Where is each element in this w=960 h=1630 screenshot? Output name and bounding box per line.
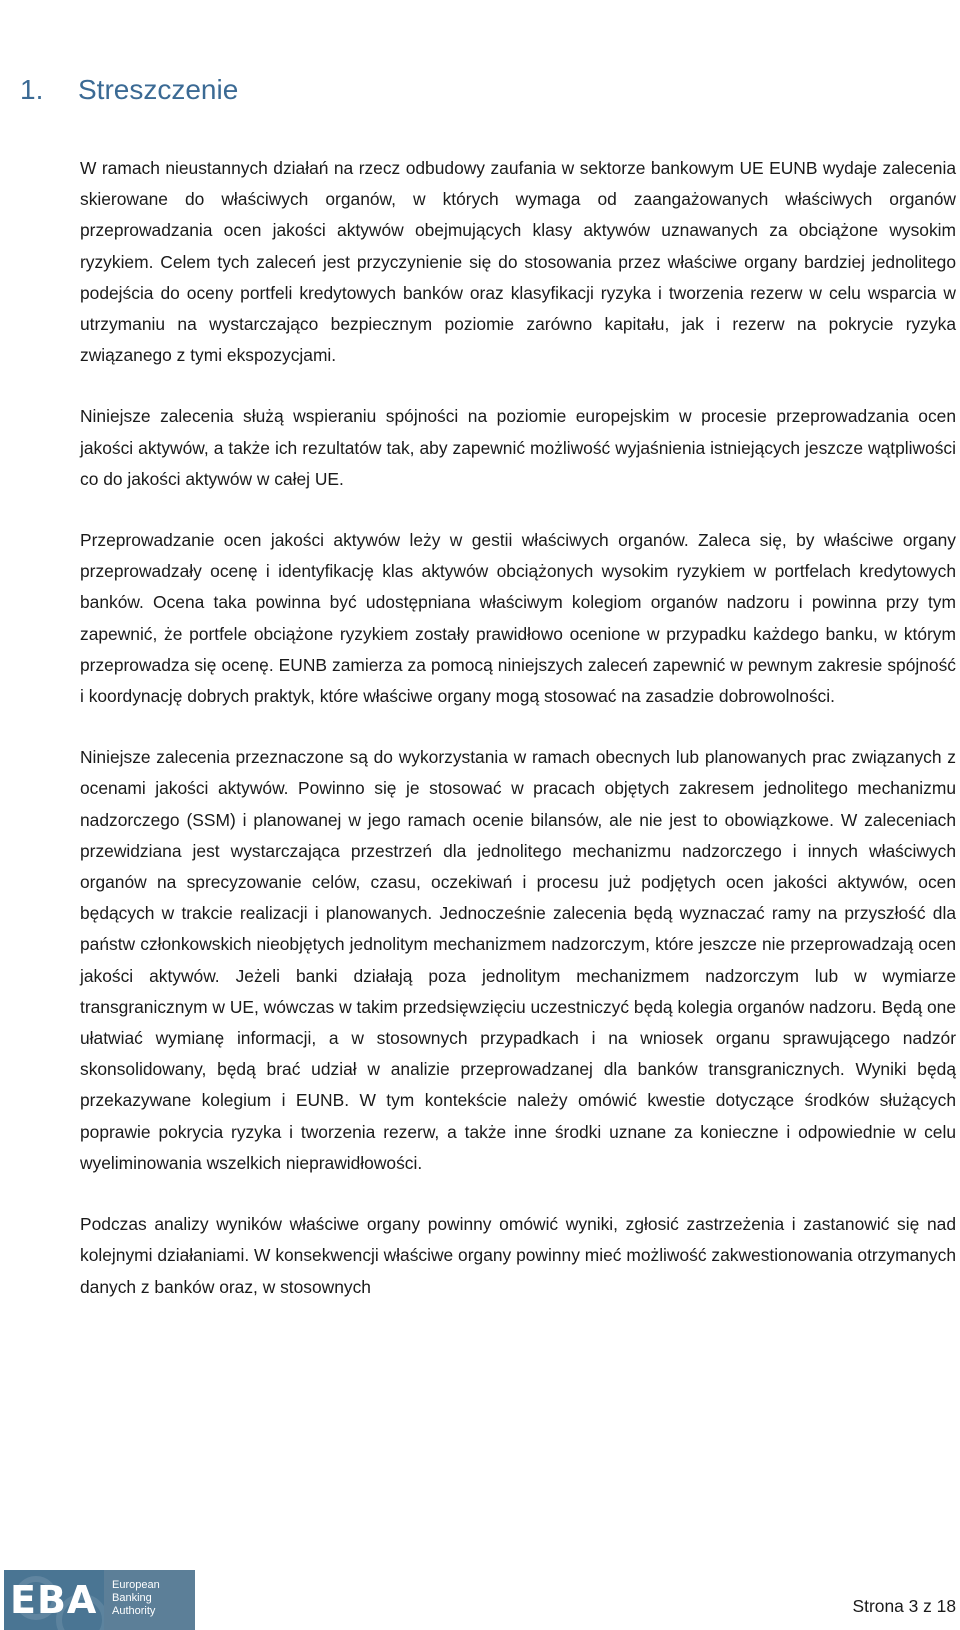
- logo-word-authority: Authority: [112, 1605, 156, 1617]
- paragraph-2: Niniejsze zalecenia służą wspieraniu spójności na poziomie europejskim w procesie przeprowadzania ocen jakości aktywów, a także ich rezultatów tak, aby zapewnić możliwość wyjaśnienia istniejących jeszcze wątpliwości co do jakości aktywów w całej UE.: [80, 406, 956, 489]
- logo-wordmark: [104, 1570, 195, 1630]
- section-number: 1.: [20, 74, 44, 105]
- page-footer: [0, 1560, 960, 1629]
- logo-word-european: European: [112, 1579, 160, 1591]
- logo-letters: EBA: [10, 1578, 98, 1622]
- section-title: Streszczenie: [78, 74, 239, 105]
- paragraph-5: Podczas analizy wyników właściwe organy powinny omówić wyniki, zgłosić zastrzeżenia i zastanowić się nad kolejnymi działaniami. W konsekwencji właściwe organy powinny mieć możliwość zakwestionowania otrzymanych danych z banków oraz, w stosownych: [80, 1214, 956, 1297]
- paragraph-1: W ramach nieustannych działań na rzecz odbudowy zaufania w sektorze bankowym UE EUNB wydaje zalecenia skierowane do właściwych organów, w których wymaga od zaangażowanych właściwych organów przeprowadzania ocen jakości aktywów obejmujących klasy aktywów uznawanych za obciążone wysokim ryzykiem. Celem tych zaleceń jest przyczynienie się do stosowania przez właściwe organy bardziej jednolitego podejścia do oceny portfeli kredytowych banków oraz klasyfikacji ryzyka i tworzenia rezerw w celu wsparcia w utrzymaniu na wystarczająco bezpiecznym poziomie zarówno kapitału, jak i rezerw na pokrycie ryzyka związanego z tymi ekspozycjami.: [80, 158, 956, 366]
- logo-word-banking: Banking: [112, 1592, 152, 1604]
- document-body: [80, 153, 956, 1333]
- logo-mark: [4, 1570, 104, 1630]
- paragraph-4: Niniejsze zalecenia przeznaczone są do wykorzystania w ramach obecnych lub planowanych prac związanych z ocenami jakości aktywów. Powinno się je stosować w pracach objętych zakresem jednolitego mechanizmu nadzorczego (SSM) i planowanej w jego ramach ocenie bilansów, ale nie jest to obowiązkowe. W zaleceniach przewidziana jest wystarczająca przestrzeń dla jednolitego mechanizmu nadzorczego i innych właściwych organów na sprecyzowanie celów, czasu, oczekiwań i procesu już podjętych ocen jakości aktywów, ocen będących w trakcie realizacji i planowanych. Jednocześnie zalecenia będą wyznaczać ramy na przyszłość dla państw członkowskich nieobjętych jednolitym mechanizmem nadzorczym, które jeszcze nie przeprowadzają ocen jakości aktywów. Jeżeli banki działają poza jednolitym mechanizmem nadzorczym lub w wymiarze transgranicznym w UE, wówczas w takim przedsięwzięciu uczestniczyć będą kolegia organów nadzoru. Będą one ułatwiać wymianę informacji, a w stosownych przypadkach i na wniosek organu sprawującego nadzór skonsolidowany, będą brać udział w analizie przeprowadzanej dla banków transgranicznych. Wyniki będą przekazywane kolegium i EUNB. W tym kontekście należy omówić kwestie dotyczące środków służących poprawie pokrycia ryzyka i tworzenia rezerw, a także inne środki uznane za konieczne i odpowiednie w celu wyeliminowania wszelkich nieprawidłowości.: [80, 747, 956, 1173]
- section-heading: [20, 74, 238, 106]
- eba-logo: [4, 1570, 195, 1630]
- page-number: Strona 3 z 18: [852, 1596, 956, 1616]
- paragraph-3: Przeprowadzanie ocen jakości aktywów leży w gestii właściwych organów. Zaleca się, by właściwe organy przeprowadzały ocenę i identyfikację klas aktywów obciążonych wysokim ryzykiem w portfelach kredytowych banków. Ocena taka powinna być udostępniana właściwym kolegiom organów nadzoru i powinna przy tym zapewnić, że portfele obciążone ryzykiem zostały prawidłowo ocenione w przypadku każdego banku, w którym przeprowadza się ocenę. EUNB zamierza za pomocą niniejszych zaleceń zapewnić w pewnym zakresie spójność i koordynację dobrych praktyk, które właściwe organy mogą stosować na zasadzie dobrowolności.: [80, 530, 956, 707]
